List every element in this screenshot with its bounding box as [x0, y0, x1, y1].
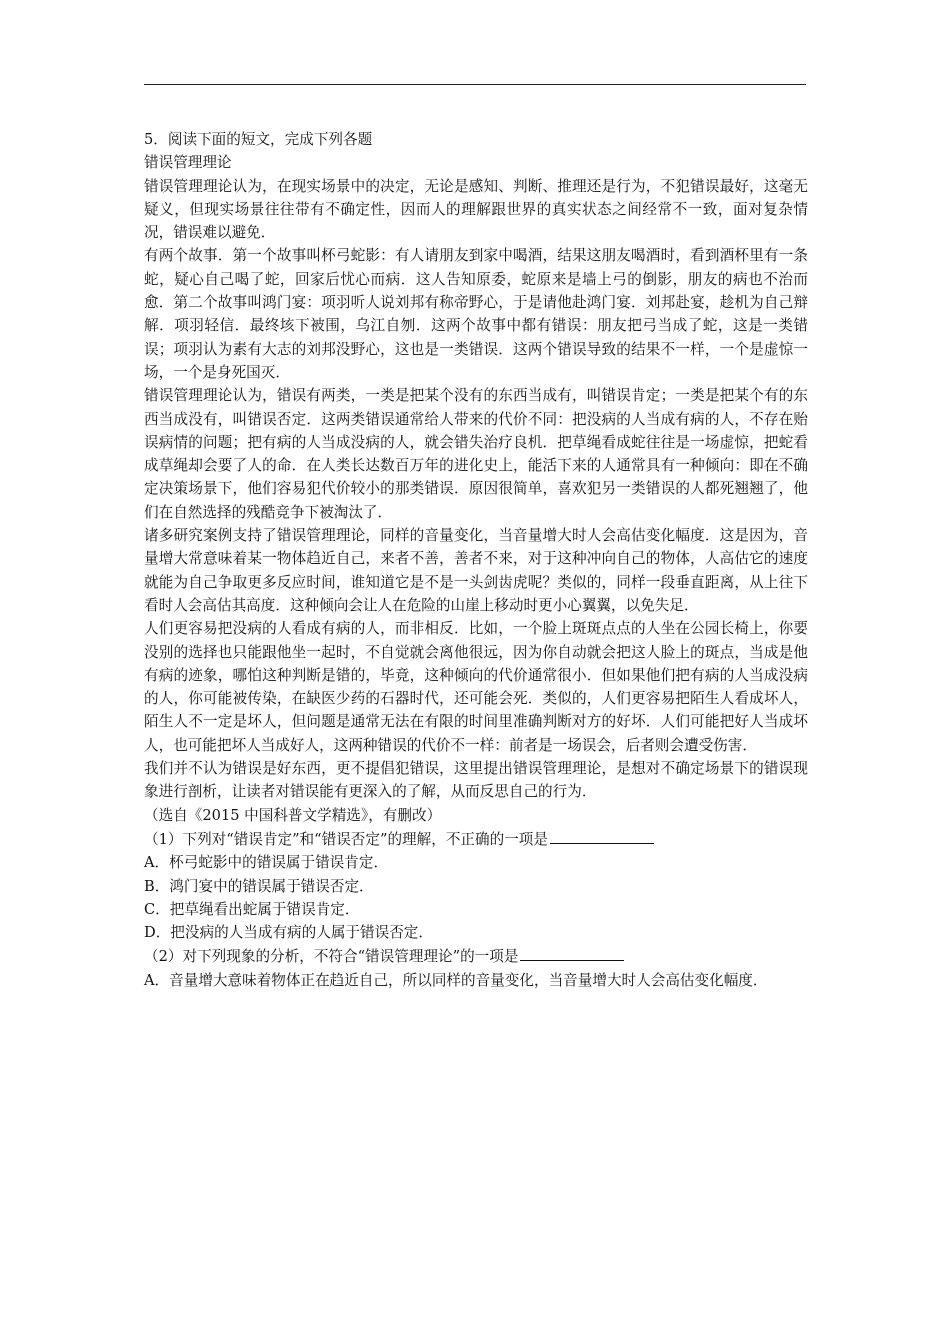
question-1 [144, 827, 808, 851]
article-paragraph-5: 人们更容易把没病的人看成有病的人，而非相反．比如，一个脸上斑斑点点的人坐在公园长椅上，你要没别的选择也只能跟他坐一起时，不自觉就会离他很远，因为你自动就会把这人脸上的斑点，当成是他有病的迹象，哪怕这种判断是错的，毕竟，这种倾向的代价通常很小．但如果他们把有病的人当成没病的人，你可能被传染，在缺医少药的石器时代，还可能会死．类似的，人们更容易把陌生人看成坏人，陌生人不一定是坏人，但问题是通常无法在有限的时间里准确判断对方的好坏．人们可能把好人当成坏人，也可能把坏人当成好人，这两种错误的代价不一样：前者是一场误会，后者则会遭受伤害． [144, 620, 808, 754]
article-paragraph-4: 诸多研究案例支持了错误管理理论，同样的音量变化，当音量增大时人会高估变化幅度．这是因为，音量增大常意味着某一物体趋近自己，来者不善，善者不来，对于这种冲向自己的物体，人高估它的速度就能为自己争取更多反应时间，谁知道它是不是一头剑齿虎呢？类似的，同样一段垂直距离，从上往下看时人会高估其高度．这种倾向会让人在危险的山崖上移动时更小心翼翼，以免失足． [144, 527, 808, 614]
document-body [144, 128, 808, 992]
question-2-stem: （2）对下列现象的分析，不符合“错误管理理论”的一项是 [144, 948, 519, 966]
article-paragraph-2: 有两个故事．第一个故事叫杯弓蛇影：有人请朋友到家中喝酒，结果这朋友喝酒时，看到酒杯里有一条蛇，疑心自己喝了蛇，回家后忧心而病．这人告知原委，蛇原来是墙上弓的倒影，朋友的病也不治而愈．第二个故事叫鸿门宴：项羽听人说刘邦有称帝野心，于是请他赴鸿门宴．刘邦赴宴，趁机为自己辩解．项羽轻信．最终垓下被围，乌江自刎．这两个故事中都有错误：朋友把弓当成了蛇，这是一类错误；项羽认为素有大志的刘邦没野心，这也是一类错误．这两个错误导致的结果不一样，一个是虚惊一场，一个是身死国灭． [144, 247, 808, 381]
article-paragraph-1: 错误管理理论认为，在现实场景中的决定，无论是感知、判断、推理还是行为，不犯错误最好，这毫无疑义，但现实场景往往带有不确定性，因而人的理解跟世界的真实状态之间经常不一致，面对复杂情况，错误难以避免． [144, 177, 808, 242]
article-title: 错误管理理论 [144, 154, 232, 172]
q2-option-a: A．音量增大意味着物体正在趋近自己，所以同样的音量变化，当音量增大时人会高估变化幅度． [144, 971, 768, 989]
question-1-stem: （1）下列对“错误肯定”和“错误否定”的理解，不正确的一项是 [144, 830, 548, 848]
answer-blank-2[interactable] [520, 944, 624, 961]
article-paragraph-3: 错误管理理论认为，错误有两类，一类是把某个没有的东西当成有，叫错误肯定；一类是把某个有的东西当成没有，叫错误否定．这两类错误通常给人带来的代价不同：把没病的人当成有病的人，不存在贻误病情的问题；把有病的人当成没病的人，就会错失治疗良机．把草绳看成蛇往往是一场虚惊，把蛇看成草绳却会要了人的命．在人类长达数百万年的进化史上，能活下来的人通常具有一种倾向：即在不确定决策场景下，他们容易犯代价较小的那类错误．原因很简单，喜欢犯另一类错误的人都死翘翘了，他们在自然选择的残酷竞争下被淘汰了． [144, 387, 808, 521]
q1-option-b: B．鸿门宴中的错误属于错误否定． [144, 877, 374, 895]
header-rule [144, 84, 806, 85]
answer-blank-1[interactable] [550, 827, 654, 844]
question-2 [144, 944, 808, 968]
q1-option-c: C．把草绳看出蛇属于错误肯定． [144, 900, 360, 918]
q1-option-a: A．杯弓蛇影中的错误属于错误肯定． [144, 854, 389, 872]
q1-option-d: D．把没病的人当成有病的人属于错误否定． [144, 924, 433, 942]
article-source: （选自《2015 中国科普文学精选》，有删改） [144, 806, 442, 824]
article-paragraph-6: 我们并不认为错误是好东西，更不提倡犯错误，这里提出错误管理理论，是想对不确定场景下的错误现象进行剖析，让读者对错误能有更深入的了解，从而反思自己的行为． [144, 760, 808, 801]
question-heading: 5．阅读下面的短文，完成下列各题 [144, 131, 373, 148]
